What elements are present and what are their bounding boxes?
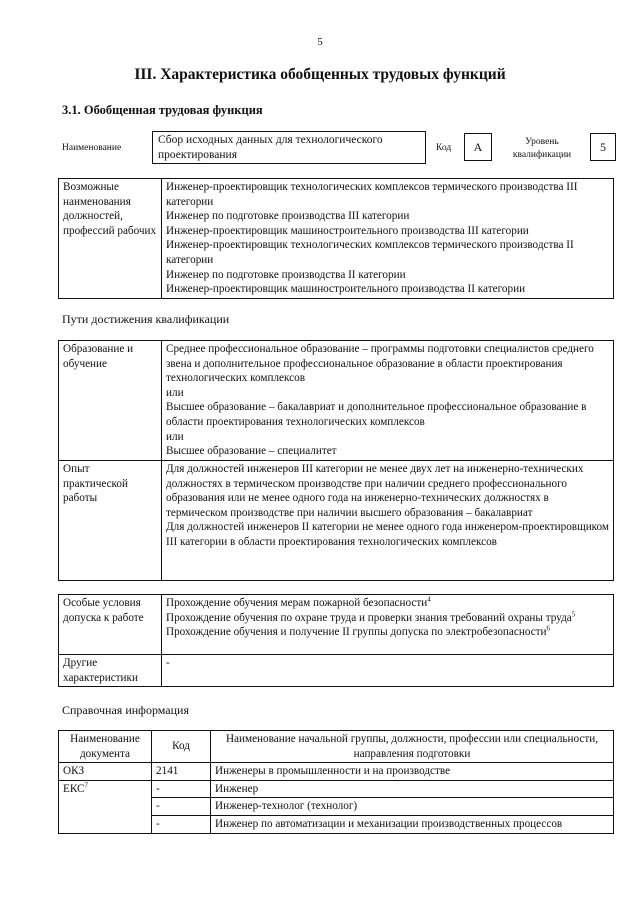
eks-description: Инженер-технолог (технолог) <box>211 798 614 816</box>
code-label: Код <box>436 143 452 153</box>
reference-title: Справочная информация <box>62 703 189 717</box>
education-label: Образование и обучение <box>59 341 162 461</box>
positions-table <box>58 178 614 299</box>
code-value: А <box>473 140 483 154</box>
qualification-paths-table <box>58 340 614 581</box>
conditions-content <box>162 595 614 655</box>
education-line: Высшее образование – специалитет <box>166 445 337 458</box>
page-title: III. Характеристика обобщенных трудовых функций <box>134 66 506 83</box>
condition-text: Прохождение обучения по охране труда и проверки знания требований охраны труда <box>166 611 572 624</box>
eks-code: - <box>152 780 211 798</box>
conditions-label: Особые условия допуска к работе <box>59 595 162 655</box>
okz-code: 2141 <box>152 763 211 781</box>
eks-description: Инженер <box>211 780 614 798</box>
page-number: 5 <box>317 36 323 48</box>
other-label: Другие характеристики <box>59 655 162 687</box>
condition-line <box>166 596 609 611</box>
function-name-value: Сбор исходных данных для технологического проектирования <box>158 134 383 161</box>
okz-document: ОКЗ <box>59 763 152 781</box>
experience-line: Для должностей инженеров II категории не менее одного года инженером-проектировщиком III категории в области проектирования технологических комплексов <box>166 521 610 548</box>
positions-label: Возможные наименования должностей, профессий рабочих <box>59 179 162 299</box>
name-label: Наименование <box>62 143 122 153</box>
experience-label: Опыт практической работы <box>59 461 162 581</box>
experience-line: Для должностей инженеров III категории не менее двух лет на инженерно-технических должностях в термическом производстве при наличии среднего профессионального образования или не менее одного года на инженерно-технических должностях в термическом производстве при наличии высшего образования – бакалавриат <box>166 463 584 519</box>
education-line: или <box>166 386 184 399</box>
section-subtitle: 3.1. Обобщенная трудовая функция <box>62 103 263 117</box>
education-line: Среднее профессиональное образование – программы подготовки специалистов среднего звена и дополнительное профессиональное образование в области проектирования технологических комплексов <box>166 343 594 385</box>
footnote-mark: 7 <box>84 781 88 790</box>
table-row <box>59 780 614 798</box>
position-item: Инженер-проектировщик технологических комплексов термического производства III категории <box>166 181 578 208</box>
level-label-line-1: Уровень <box>525 137 559 147</box>
col-header-code: Код <box>152 731 211 763</box>
condition-text: Прохождение обучения и получение II группы допуска по электробезопасности <box>166 626 547 639</box>
level-label <box>500 136 584 162</box>
education-line: Высшее образование – бакалавриат и дополнительное профессиональное образование в области проектирования технологических комплексов <box>166 401 587 428</box>
paths-title: Пути достижения квалификации <box>62 312 230 326</box>
footnote-mark: 4 <box>427 595 431 604</box>
conditions-table <box>58 594 614 687</box>
experience-content <box>162 461 614 581</box>
code-value-box <box>464 133 492 161</box>
positions-list <box>162 179 614 299</box>
position-item: Инженер-проектировщик машиностроительного производства III категории <box>166 224 529 237</box>
level-value: 5 <box>600 140 606 154</box>
condition-line <box>166 611 609 626</box>
col-header-description: Наименование начальной группы, должности, профессии или специальности, направления подготовки <box>211 731 614 763</box>
level-label-line-2: квалификации <box>512 150 572 160</box>
footnote-mark: 5 <box>571 609 576 618</box>
education-content <box>162 341 614 461</box>
position-item: Инженер по подготовке производства III категории <box>166 210 410 223</box>
eks-code: - <box>152 815 211 833</box>
table-row <box>59 763 614 781</box>
position-item: Инженер по подготовке производства II категории <box>166 268 406 281</box>
col-header-document: Наименование документа <box>59 731 152 763</box>
reference-table <box>58 730 614 834</box>
function-name-box <box>152 131 426 164</box>
condition-line <box>166 625 609 640</box>
position-item: Инженер-проектировщик машиностроительного производства II категории <box>166 283 526 296</box>
level-value-box <box>590 133 616 161</box>
position-item: Инженер-проектировщик технологических комплексов термического производства II категории <box>166 239 574 266</box>
eks-document-text: ЕКС <box>63 782 85 795</box>
footnote-mark: 6 <box>546 624 551 633</box>
eks-code: - <box>152 798 211 816</box>
okz-description: Инженеры в промышленности и на производстве <box>211 763 614 781</box>
other-value: - <box>162 655 614 687</box>
eks-document <box>59 780 152 833</box>
eks-description: Инженер по автоматизации и механизации производственных процессов <box>211 815 614 833</box>
education-line: или <box>166 430 184 443</box>
condition-text: Прохождение обучения мерам пожарной безопасности <box>166 597 428 609</box>
